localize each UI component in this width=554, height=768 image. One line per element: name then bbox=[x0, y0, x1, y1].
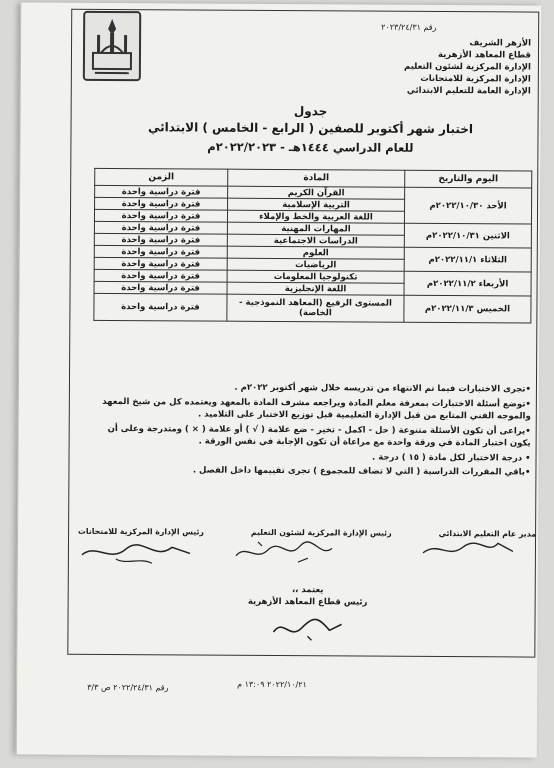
subject-cell: اللغة العربية والخط والإملاء bbox=[227, 210, 404, 223]
note-item: •توضع أسئلة الاختبارات بمعرفة معلم المادة ويراجعه مشرف المادة بالمعهد ويعتمده كل من شيخ المعهد والموجه الفني المتابع من قبل الإدارة التعليمية قبل توزيع الاختبار على التلاميذ . bbox=[102, 396, 531, 422]
day-cell: الاثنين ٢٠٢٢/١٠/٣١م bbox=[404, 223, 531, 248]
issuer-line: قطاع المعاهد الأزهرية bbox=[437, 49, 532, 61]
academic-year: للعام الدراسي ١٤٤٤هـ - ٢٠٢٢/٢٠٢٣م bbox=[207, 139, 414, 155]
column-header: اليوم والتاريخ bbox=[405, 170, 532, 188]
signer-title: مدير عام التعليم الابتدائي bbox=[438, 528, 537, 539]
approval-label: يعتمد ،، bbox=[291, 585, 324, 596]
signer-title: رئيس الإدارة المركزية للامتحانات bbox=[78, 526, 204, 537]
signature-middle bbox=[228, 536, 338, 567]
document-subtitle: اختبار شهر أكتوبر للصفين ( الرابع - الخامس ) الابتدائي bbox=[148, 120, 474, 137]
notes-section bbox=[84, 381, 531, 481]
issuer-line: الإدارة العامة للتعليم الابتدائي bbox=[406, 85, 531, 97]
approval-title: رئيس قطاع المعاهد الأزهرية bbox=[247, 596, 368, 608]
time-cell: فترة دراسية واحدة bbox=[94, 281, 227, 294]
issuer-line: الإدارة المركزية للامتحانات bbox=[420, 73, 531, 85]
time-cell: فترة دراسية واحدة bbox=[94, 221, 227, 234]
signature-left bbox=[76, 537, 196, 568]
subject-cell: المهارات المهنية bbox=[227, 222, 404, 235]
approval-signature bbox=[267, 610, 347, 644]
document-title: جدول bbox=[293, 104, 328, 119]
day-cell: الثلاثاء ٢٠٢٢/١١/١م bbox=[404, 247, 531, 272]
subject-cell: المستوى الرفيع (المعاهد النموذجية - الخاصة) bbox=[227, 294, 404, 322]
subject-cell: التربية الإسلامية bbox=[228, 198, 405, 211]
subject-cell: اللغة الإنجليزية bbox=[227, 282, 404, 295]
time-cell: فترة دراسية واحدة bbox=[94, 293, 227, 321]
issuer-line: الأزهر الشريف bbox=[469, 38, 532, 49]
note-item: •يراعى أن تكون الأسئلة متنوعة ( حل - اكمل - تخير - ضع علامة ( √ ) أو علامة ( × ) ومتدرجة وعلى أن يكون اختبار المادة في ورقة واحدة مع مراعاة أن تكون الإجابة في نفس الورقة . bbox=[107, 423, 531, 449]
day-cell: الأحد ٢٠٢٢/١٠/٣٠م bbox=[404, 187, 531, 224]
day-cell: الأربعاء ٢٠٢٢/١١/٢م bbox=[404, 271, 531, 296]
signer-title: رئيس الإدارة المركزية لشئون التعليم bbox=[250, 527, 392, 538]
time-cell: فترة دراسية واحدة bbox=[94, 233, 227, 246]
subject-cell: الرياضيات bbox=[227, 258, 404, 271]
reference-number: رقم ٢٠٢٣/٢٤/٣١ bbox=[381, 22, 437, 32]
document-page bbox=[16, 2, 542, 757]
subject-cell: القرآن الكريم bbox=[228, 186, 405, 199]
day-cell: الخميس ٢٠٢٢/١١/٣م bbox=[404, 295, 531, 323]
column-header: المادة bbox=[228, 169, 405, 187]
note-item: •باقي المقررات الدراسية ( التي لا تضاف للمجموع ) تجرى تقييمها داخل الفصل . bbox=[192, 465, 531, 478]
note-item: •تجرى الاختبارات فيما تم الانتهاء من تدريسه خلال شهر أكتوبر ٢٠٢٢م . bbox=[234, 382, 531, 395]
footer-reference: رقم ٢٠٢٢/٢٤/٣١ ص ٣/٣ bbox=[87, 682, 169, 693]
signature-right bbox=[418, 537, 518, 562]
time-cell: فترة دراسية واحدة bbox=[94, 269, 227, 282]
time-cell: فترة دراسية واحدة bbox=[95, 185, 228, 198]
time-cell: فترة دراسية واحدة bbox=[95, 197, 228, 210]
exam-schedule-table bbox=[93, 168, 532, 324]
subject-cell: تكنولوجيا المعلومات bbox=[227, 270, 404, 283]
subject-cell: الدراسات الاجتماعية bbox=[227, 234, 404, 247]
subject-cell: العلوم bbox=[227, 246, 404, 259]
time-cell: فترة دراسية واحدة bbox=[94, 209, 227, 222]
column-header: الزمن bbox=[95, 168, 228, 186]
time-cell: فترة دراسية واحدة bbox=[94, 245, 227, 258]
time-cell: فترة دراسية واحدة bbox=[94, 257, 227, 270]
approval-block bbox=[248, 584, 368, 609]
table-row bbox=[94, 293, 531, 323]
note-item: • درجة الاختبار لكل مادة ( ١٥ ) درجة . bbox=[372, 452, 531, 464]
issuer-line: الإدارة المركزية لشئون التعليم bbox=[404, 61, 531, 73]
footer-timestamp: ٢٠٢٢/١٠/٢١ ١٣:٠٩ م bbox=[237, 679, 307, 690]
